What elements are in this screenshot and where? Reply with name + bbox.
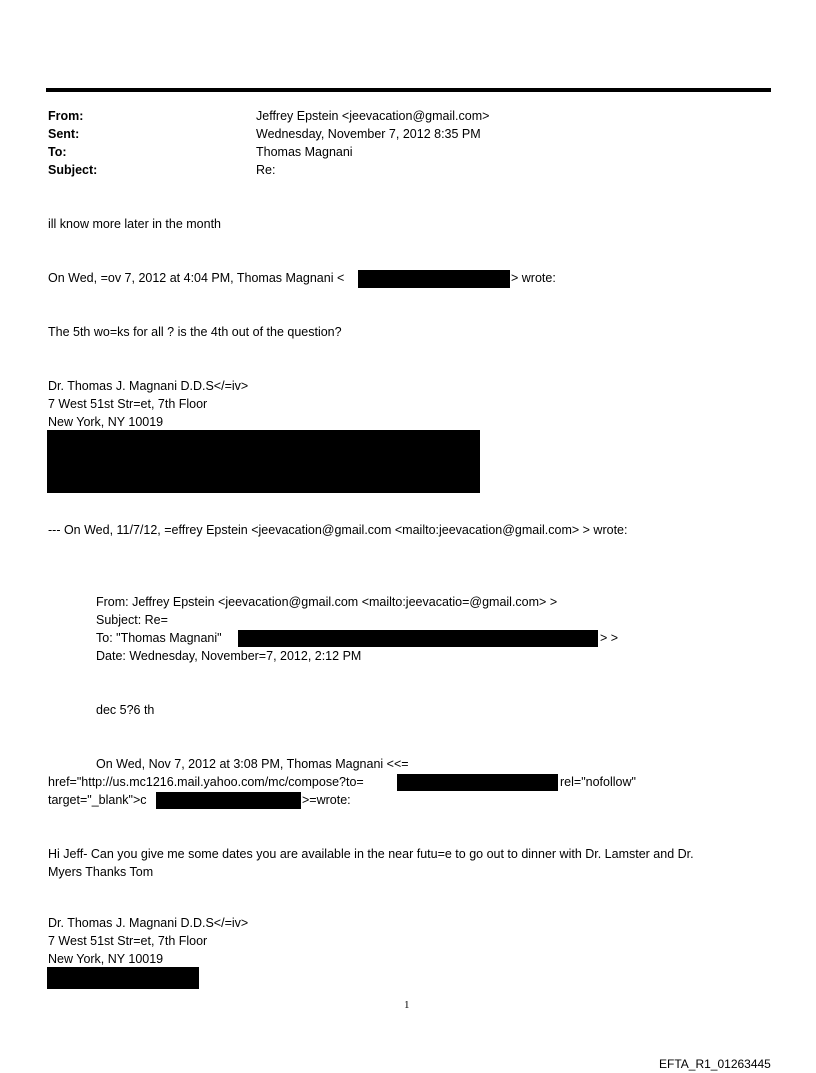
subject-label: Subject: xyxy=(48,163,98,177)
from-label: From: xyxy=(48,109,84,123)
signature-2-address-1: 7 West 51st Str=et, 7th Floor xyxy=(48,934,208,948)
to-label: To: xyxy=(48,145,67,159)
quoted-2-intro: On Wed, Nov 7, 2012 at 3:08 PM, Thomas Magnani <<= xyxy=(96,757,409,771)
redaction-block xyxy=(156,792,301,809)
quoted-2-message-line-2: Myers Thanks Tom xyxy=(48,865,154,879)
redaction-block xyxy=(238,630,598,647)
quoted-date-line: Date: Wednesday, November=7, 2012, 2:12 PM xyxy=(96,649,362,663)
body-line-3: The 5th wo=ks for all ? is the 4th out of the question? xyxy=(48,325,342,339)
to-value: Thomas Magnani xyxy=(256,145,353,159)
from-value: Jeffrey Epstein <jeevacation@gmail.com> xyxy=(256,109,490,123)
signature-2-name: Dr. Thomas J. Magnani D.D.S</=iv> xyxy=(48,916,249,930)
quoted-from-line: From: Jeffrey Epstein <jeevacation@gmail.com <mailto:jeevacatio=@gmail.com> > xyxy=(96,595,558,609)
subject-value: Re: xyxy=(256,163,276,177)
signature-1-address-2: New York, NY 10019 xyxy=(48,415,164,429)
redaction-block xyxy=(397,774,558,791)
quoted-subject-line: Subject: Re= xyxy=(96,613,168,627)
reply-intro-suffix: > wrote: xyxy=(511,271,556,285)
quoted-message: dec 5?6 th xyxy=(96,703,155,717)
page-number: 1 xyxy=(404,999,410,1011)
quoted-2-wrote-text: >=wrote: xyxy=(302,793,351,807)
redaction-block xyxy=(47,430,480,493)
reply-intro-text: On Wed, =ov 7, 2012 at 4:04 PM, Thomas Magnani < xyxy=(48,271,345,285)
quoted-2-target-text: target="_blank">c xyxy=(48,793,147,807)
redaction-block xyxy=(358,270,510,288)
body-line-1: ill know more later in the month xyxy=(48,217,221,231)
quoted-2-rel-text: rel="nofollow" xyxy=(560,775,636,789)
signature-1-address-1: 7 West 51st Str=et, 7th Floor xyxy=(48,397,208,411)
redaction-block xyxy=(47,967,199,989)
quote-intro-line: --- On Wed, 11/7/12, =effrey Epstein <jeevacation@gmail.com <mailto:jeevacation@gmail.com> > wrote: xyxy=(48,523,628,537)
header-rule xyxy=(46,88,771,92)
signature-2-address-2: New York, NY 10019 xyxy=(48,952,164,966)
signature-1-name: Dr. Thomas J. Magnani D.D.S</=iv> xyxy=(48,379,249,393)
sent-value: Wednesday, November 7, 2012 8:35 PM xyxy=(256,127,481,141)
sent-label: Sent: xyxy=(48,127,80,141)
quoted-to-line: To: "Thomas Magnani" xyxy=(96,631,222,645)
quoted-2-href-text: href="http://us.mc1216.mail.yahoo.com/mc/compose?to= xyxy=(48,775,364,789)
quoted-to-suffix: > > xyxy=(600,631,619,645)
quoted-2-message-line-1: Hi Jeff- Can you give me some dates you are available in the near futu=e to go out to dinner with Dr. Lamster and Dr. xyxy=(48,847,694,861)
document-id: EFTA_R1_01263445 xyxy=(659,1057,771,1071)
